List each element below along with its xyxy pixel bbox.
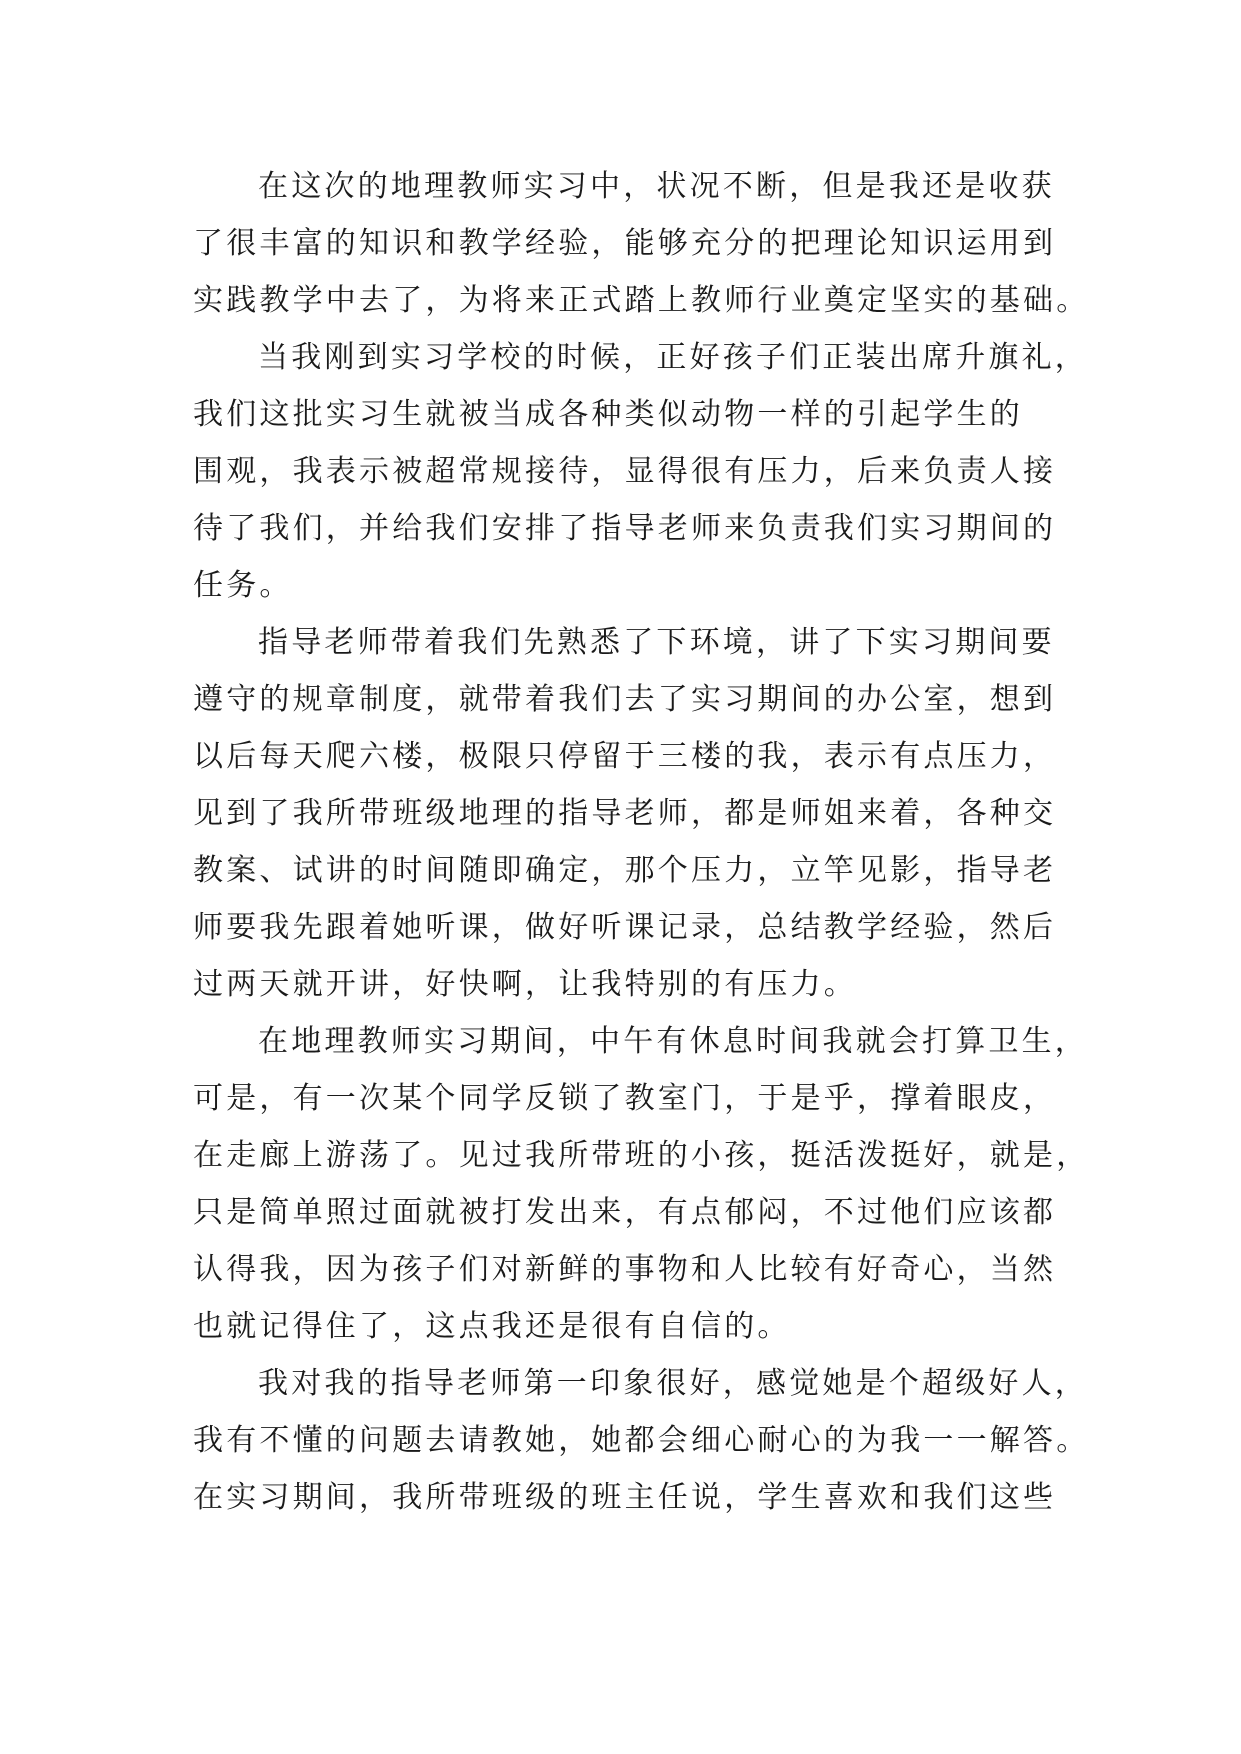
text-line: 可是，有一次某个同学反锁了教室门，于是乎，撑着眼皮， bbox=[193, 1081, 1057, 1116]
text-line: 我有不懂的问题去请教她，她都会细心耐心的为我一一解答。 bbox=[193, 1423, 1090, 1458]
text-line: 认得我，因为孩子们对新鲜的事物和人比较有好奇心，当然 bbox=[193, 1252, 1057, 1287]
text-line: 我对我的指导老师第一印象很好，感觉她是个超级好人， bbox=[258, 1366, 1088, 1401]
text-line: 实践教学中去了，为将来正式踏上教师行业奠定坚实的基础。 bbox=[193, 283, 1090, 318]
text-line: 待了我们，并给我们安排了指导老师来负责我们实习期间的 bbox=[193, 511, 1057, 546]
text-line: 任务。 bbox=[193, 568, 293, 603]
text-line: 我们这批实习生就被当成各种类似动物一样的引起学生的 bbox=[193, 397, 1023, 432]
text-line: 遵守的规章制度，就带着我们去了实习期间的办公室，想到 bbox=[193, 682, 1057, 717]
text-line: 围观，我表示被超常规接待，显得很有压力，后来负责人接 bbox=[193, 454, 1057, 489]
text-line: 以后每天爬六楼，极限只停留于三楼的我，表示有点压力， bbox=[193, 739, 1057, 774]
text-line: 教案、试讲的时间随即确定，那个压力，立竿见影，指导老 bbox=[193, 853, 1057, 888]
text-line: 在地理教师实习期间，中午有休息时间我就会打算卫生， bbox=[258, 1024, 1088, 1059]
text-line: 也就记得住了，这点我还是很有自信的。 bbox=[193, 1309, 791, 1344]
text-line: 师要我先跟着她听课，做好听课记录，总结教学经验，然后 bbox=[193, 910, 1057, 945]
text-line: 在这次的地理教师实习中，状况不断，但是我还是收获 bbox=[258, 169, 1055, 204]
text-line: 过两天就开讲，好快啊，让我特别的有压力。 bbox=[193, 967, 857, 1002]
text-line: 了很丰富的知识和教学经验，能够充分的把理论知识运用到 bbox=[193, 226, 1057, 261]
text-line: 在实习期间，我所带班级的班主任说，学生喜欢和我们这些 bbox=[193, 1480, 1057, 1515]
text-line: 指导老师带着我们先熟悉了下环境，讲了下实习期间要 bbox=[258, 625, 1055, 660]
text-line: 当我刚到实习学校的时候，正好孩子们正装出席升旗礼， bbox=[258, 340, 1088, 375]
text-line: 只是简单照过面就被打发出来，有点郁闷，不过他们应该都 bbox=[193, 1195, 1057, 1230]
text-line: 见到了我所带班级地理的指导老师，都是师姐来着，各种交 bbox=[193, 796, 1057, 831]
text-line: 在走廊上游荡了。见过我所带班的小孩，挺活泼挺好，就是， bbox=[193, 1138, 1090, 1173]
